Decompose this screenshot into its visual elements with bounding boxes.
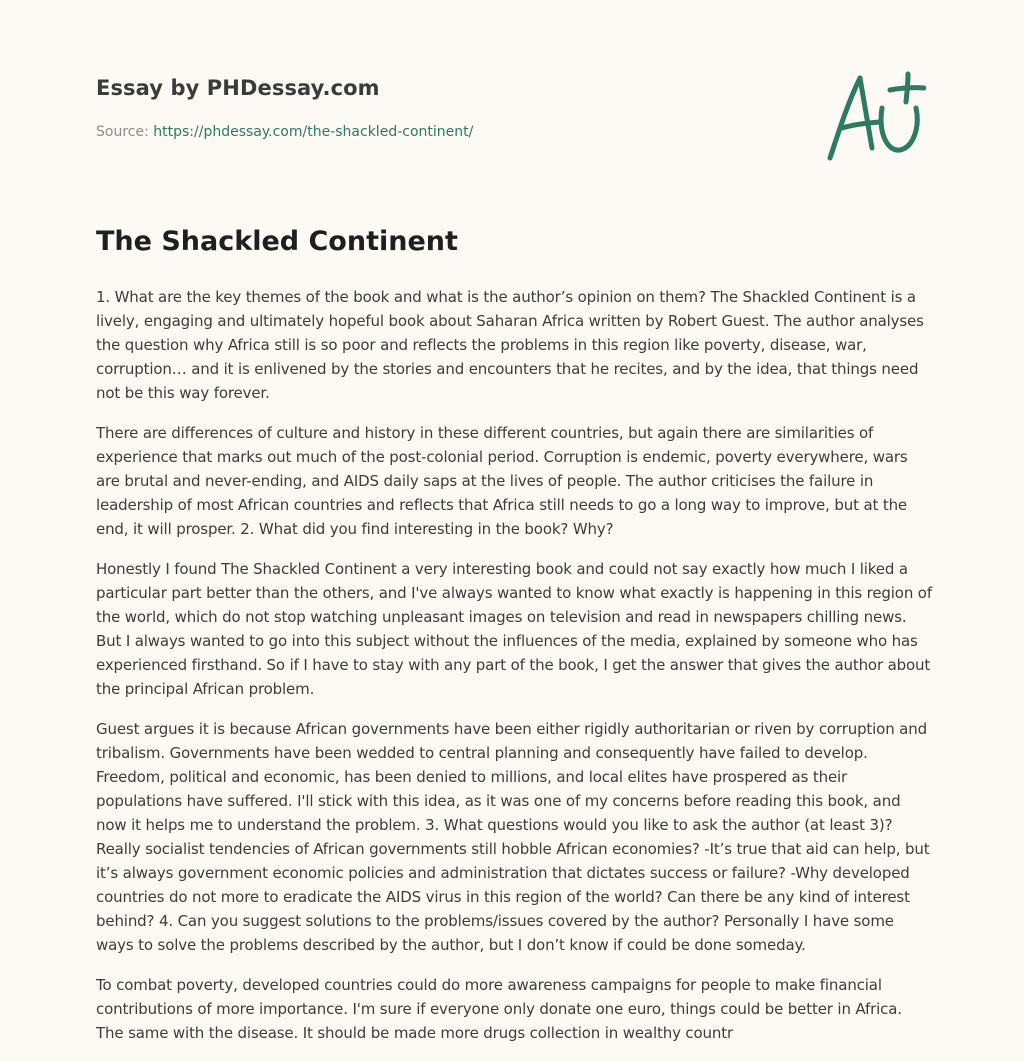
essay-paragraph-4: Guest argues it is because African governments have been either rigidly authoritarian or riven by corruption and tribalism. Governments have been wedded to central planning and consequently have failed to develop. Freedom, political and economic, has been denied to millions, and local elites have prospered as their populations have suffered. I'll stick with this idea, as it was one of my concerns before reading this book, and now it helps me to understand the problem. 3. What questions would you like to ask the author (at least 3)? Really socialist tendencies of African governments still hobble African economies? -It’s true that aid can help, but it’s always government economic policies and administration that dictates success or failure? -Why developed countries do not more to eradicate the AIDS virus in this region of the world? Can there be any kind of interest behind? 4. Can you suggest solutions to the problems/issues covered by the author? Personally I have some ways to solve the problems described by the author, but I don’t know if could be done someday. (96, 720, 930, 954)
source-label: Source: (96, 124, 149, 140)
essay-body (96, 285, 932, 1061)
essay-paragraph-2: There are differences of culture and history in these different countries, but again there are similarities of experience that marks out much of the post-colonial period. Corruption is endemic, poverty everywhere, wars are brutal and never-ending, and AIDS daily saps at the lives of people. The author criticises the failure in leadership of most African countries and reflects that Africa still needs to go a long way to improve, but at the end, it will prosper. 2. What did you find interesting in the book? Why? (96, 424, 908, 538)
essay-paragraph-1: 1. What are the key themes of the book and what is the author’s opinion on them? The Shackled Continent is a lively, engaging and ultimately hopeful book about Saharan Africa written by Robert Guest. The author analyses the question why Africa still is so poor and reflects the problems in this region like poverty, disease, war, corruption… and it is enlivened by the stories and encounters that he recites, and by the idea, that things need not be this way forever. (96, 288, 924, 402)
essay-paragraph-3: Honestly I found The Shackled Continent a very interesting book and could not say exactly how much I liked a particular part better than the others, and I've always wanted to know what exactly is happening in this region of the world, which do not stop watching unpleasant images on television and read in newspapers chilling news. But I always wanted to go into this subject without the influences of the media, explained by someone who has experienced firsthand. So if I have to stay with any part of the book, I get the answer that gives the author about the principal African problem. (96, 560, 932, 698)
essay-paragraph-5: To combat poverty, developed countries could do more awareness campaigns for people to make financial contributions of more importance. I'm sure if everyone only donate one euro, things could be better in Africa. The same with the disease. It should be made more drugs collection in wealthy countr (96, 976, 902, 1042)
source-line (96, 124, 473, 140)
a-plus-logo-icon (824, 68, 926, 164)
site-title: Essay by PHDessay.com (96, 76, 380, 100)
source-link[interactable]: https://phdessay.com/the-shackled-continent/ (153, 124, 474, 140)
essay-title: The Shackled Continent (96, 226, 458, 257)
